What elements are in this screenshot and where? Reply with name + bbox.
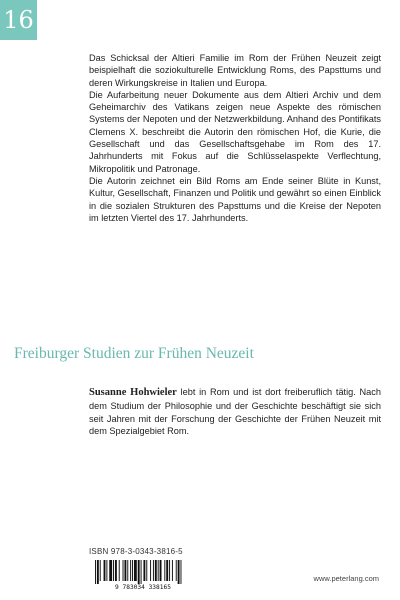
barcode-bar [164,560,165,581]
barcode-bar [178,560,180,584]
publisher-website[interactable]: www.peterlang.com [313,574,379,583]
barcode-bar [150,560,151,581]
blurb-paragraph: Die Aufarbeitung neuer Dokumente aus dem Altieri Archiv und dem Geheimarchiv des Vatikans zeigen neue Aspekte des römischen Systems der Nepoten und der Netzwerkbildung. Anhand des Pontifikats Clemens X. beschreibt die Autorin den römischen Hof, die Kurie, die Gesellschaft und das Gesellschaftsgehabe im Rom des 17. Jahrhunderts mit Fokus auf die Schlüsselaspekte Verflechtung, Mikropolitik und Patronage. [89,89,381,174]
barcode-bar [104,560,106,581]
isbn-label: ISBN 978-3-0343-3816-5 [89,547,183,556]
barcode-bar [155,560,157,581]
barcode-bar [119,560,120,581]
barcode-bar [95,560,96,584]
barcode-bar [181,560,182,584]
barcode-bar [100,560,101,581]
volume-badge [0,0,37,40]
barcode-bar [123,560,124,581]
barcode-bar [106,560,107,581]
barcode-bar [143,560,145,581]
barcode-bar [115,560,117,581]
barcode-bar [113,560,114,581]
author-bio [89,386,381,438]
series-title: Freiburger Studien zur Frühen Neuzeit [14,345,254,362]
barcode [89,559,197,590]
blurb-paragraph: Die Autorin zeichnet ein Bild Roms am Ende seiner Blüte in Kunst, Kultur, Gesellschaft, Finanzen und Politik und gewährt so einen Einblick in die sozialen Strukturen des Papsttums und die Kreise der Nepoten im letzten Viertel des 17. Jahrhunderts. [89,175,381,223]
barcode-digits: 9 783034 338165 [115,584,171,590]
barcode-bar [153,560,154,581]
barcode-bar [138,560,140,584]
volume-number: 16 [3,6,34,34]
author-bio-text: lebt in Rom und ist dort freiberuflich tätig. Nach dem Studium der Philosophie und der Geschichte beschäftigt sie sich seit Jahren mit der Forschung der Geschichte der Frühen Neuzeit mit dem Spezialgebiet Rom. [89,387,381,437]
barcode-bar [97,560,99,584]
barcode-bar [158,560,159,581]
barcode-bar [146,560,147,581]
barcode-bar [166,560,168,581]
barcode-bar [172,560,173,581]
barcode-bar [130,560,131,581]
book-blurb [89,52,381,224]
barcode-bar [176,560,177,581]
barcode-bar [124,560,126,581]
barcode-bar [127,560,128,581]
barcode-bar [169,560,170,581]
blurb-paragraph: Das Schicksal der Altieri Familie im Rom der Frühen Neuzeit zeigt beispielhaft die soziokulturelle Entwicklung Roms, des Papsttums und deren Wirkungskreise in Italien und Europa. [89,53,381,88]
barcode-graphic [89,559,197,590]
barcode-bar [132,560,133,581]
barcode-bar [134,560,137,581]
barcode-bar [160,560,162,581]
barcode-bar [109,560,112,581]
barcode-bar [141,560,142,584]
author-name: Susanne Hohwieler [89,387,177,398]
